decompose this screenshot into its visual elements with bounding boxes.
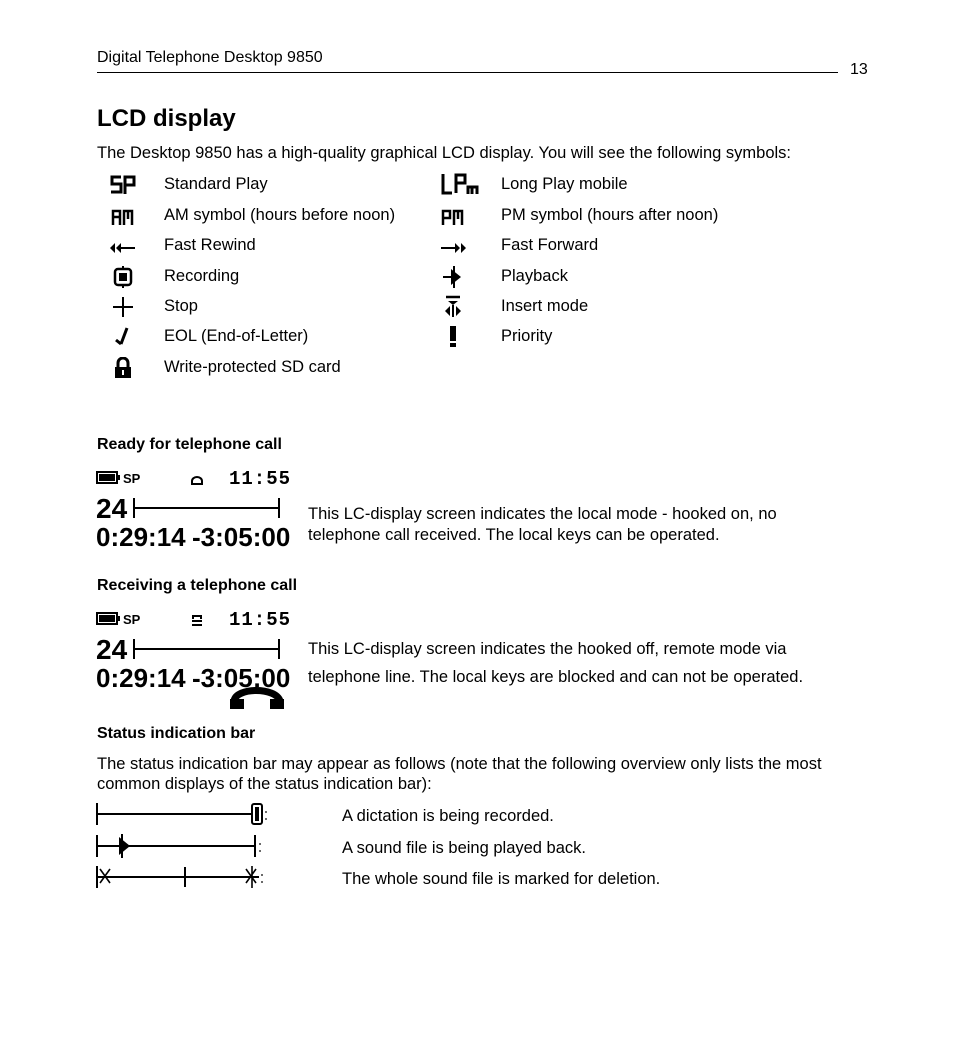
lcd-position: 0:29:14 [96, 522, 186, 552]
receiving-description-2: telephone line. The local keys are blocked and can not be operated. [308, 668, 804, 686]
lcd-index: 24 [96, 493, 128, 524]
symbol-label: Standard Play [164, 175, 268, 193]
battery-icon [97, 472, 120, 483]
pm-icon [438, 205, 468, 229]
priority-icon [438, 325, 468, 349]
insert-mode-icon [438, 294, 468, 318]
handset-off-hook-icon [192, 616, 202, 625]
lcd-time: 11:55 [229, 468, 292, 490]
lcd-remaining: -3:05:00 [192, 522, 291, 552]
symbol-label: PM symbol (hours after noon) [501, 206, 719, 224]
lcd-mode: SP [123, 612, 141, 627]
lpm-icon [440, 172, 480, 196]
recording-icon [108, 265, 138, 289]
running-header: Digital Telephone Desktop 9850 [97, 49, 323, 66]
symbol-label: Fast Forward [501, 236, 599, 254]
battery-icon [97, 613, 120, 624]
telephone-handset-icon [230, 691, 284, 710]
status-bar-recording [96, 802, 271, 828]
ready-description-1: This LC-display screen indicates the local mode - hooked on, no [308, 505, 777, 523]
lock-icon [108, 356, 138, 380]
playback-icon [438, 265, 468, 289]
receiving-heading: Receiving a telephone call [97, 577, 298, 594]
lcd-time: 11:55 [229, 609, 292, 631]
sp-icon [108, 173, 138, 197]
lcd-mode: SP [123, 471, 141, 486]
symbol-label: Stop [164, 297, 198, 315]
position-bar [134, 498, 279, 518]
status-bar-playback [96, 834, 271, 860]
symbol-label: Priority [501, 327, 553, 345]
intro-text: The Desktop 9850 has a high-quality graphical LCD display. You will see the following symbols: [97, 144, 791, 162]
handset-on-hook-icon [192, 477, 202, 484]
ready-heading: Ready for telephone call [97, 436, 282, 453]
symbol-label: Recording [164, 267, 240, 285]
symbol-label: AM symbol (hours before noon) [164, 206, 396, 224]
symbol-label: Fast Rewind [164, 236, 256, 254]
status-bar-heading: Status indication bar [97, 725, 256, 742]
symbol-label: EOL (End-of-Letter) [164, 327, 309, 345]
symbol-label: Long Play mobile [501, 175, 628, 193]
eol-icon [108, 325, 138, 349]
symbol-label: Write-protected SD card [164, 358, 341, 376]
lcd-screen-ready [96, 464, 296, 554]
fast-forward-icon [438, 236, 468, 260]
lcd-screen-receiving [96, 605, 296, 715]
am-icon [108, 205, 138, 229]
status-bar-paragraph: The status indication bar may appear as follows (note that the following overview only lists the most common displays of the status indication bar): [97, 755, 822, 793]
status-bar-deletion [96, 865, 271, 891]
symbol-label: Insert mode [501, 297, 589, 315]
status-bar-label: The whole sound file is marked for deletion. [342, 870, 661, 888]
position-bar [134, 639, 279, 659]
fast-rewind-icon [108, 236, 138, 260]
lcd-index: 24 [96, 634, 128, 665]
lcd-remaining: -3:05:00 [192, 663, 291, 693]
header-rule [97, 72, 838, 73]
stop-icon [108, 295, 138, 319]
receiving-description-1: This LC-display screen indicates the hooked off, remote mode via [308, 640, 787, 658]
status-bar-label: A dictation is being recorded. [342, 807, 554, 825]
status-bar-label: A sound file is being played back. [342, 839, 586, 857]
ready-description-2: telephone call received. The local keys can be operated. [308, 526, 720, 544]
section-title: LCD display [97, 105, 236, 132]
page-number: 13 [850, 61, 868, 78]
symbol-label: Playback [501, 267, 568, 285]
lcd-position: 0:29:14 [96, 663, 186, 693]
